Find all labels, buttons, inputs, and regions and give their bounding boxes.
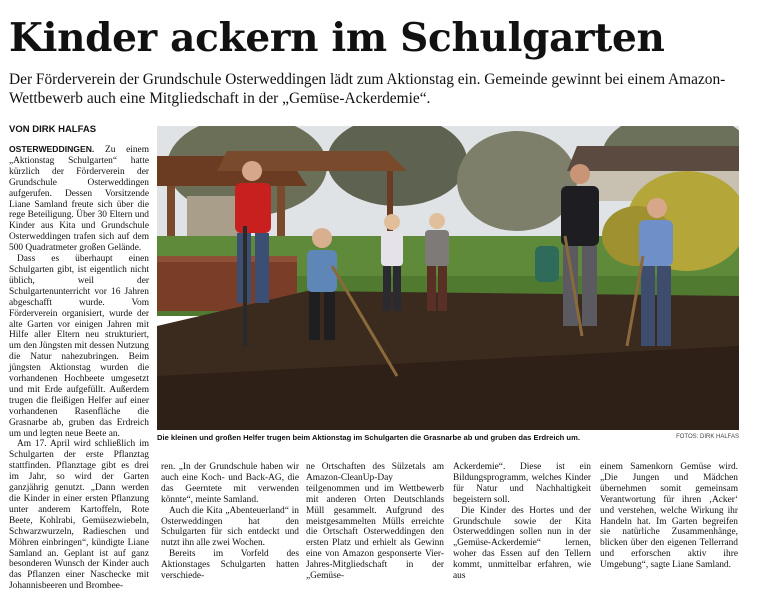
garden-photo-illustration (157, 126, 739, 430)
paragraph: Dass es überhaupt einen Schulgarten gibt, ist eigentlich nicht üblich, weil der Schulgartenunterricht vor 16 Jahren abgeschafft wurde. Vom Förderverein organisiert, wurde der alte Garten vor einigen Jahren mit Hilfe aller Eltern neu strukturiert, um den Jüngsten mit dessen Nutzung die Natur nahezubringen. Beim jüngsten Aktionstag wurden die vorhandenen Hochbeete umgesetzt und mit Erde aufgefüllt. Außerdem trugen die fleißigen Helfer auf einer vorhandenen Rasenfläche die Grasnarbe ab, gruben das Erdreich um und legten neue Beete an. (9, 254, 149, 439)
article-photo (157, 126, 739, 430)
dateline: OSTERWEDDINGEN. (9, 144, 95, 154)
photo-caption: Die kleinen und großen Helfer trugen beim Aktionstag im Schulgarten die Grasnarbe ab und gruben das Erdreich um. (157, 433, 580, 442)
paragraph: ne Ortschaften des Sülzetals am Amazon-CleanUp-Day teilgenommen und im Wettbewerb mit anderen Orten Deutschlands Müll gesammelt. Aufgrund des meistgesammelten Mülls erreichte die Ortschaft Osterweddingen den ersten Platz und erhielt als Gewinn eine von Amazon gesponserte Vier-Jahres-Mitgliedschaft in der „Gemüse- (306, 462, 444, 582)
column-3 (306, 462, 444, 582)
paragraph: Die Kinder des Hortes und der Grundschule sowie der Kita Osterweddingen sollen nun in der „Gemüse-Ackerdemie“ lernen, woher das Essen auf den Tellern kommt, unmittelbar erfahren, wie aus (453, 505, 591, 582)
paragraph: Bereits im Vorfeld des Aktionstages Schulgarten hatten verschiede- (161, 549, 299, 582)
paragraph: Ackerdemie“. Diese ist ein Bildungsprogramm, welches Kinder für Natur und Nachhaltigkeit begeistern soll. (453, 462, 591, 505)
column-4 (453, 462, 591, 582)
column-1 (9, 144, 149, 592)
paragraph: ren. „In der Grundschule haben wir auch eine Koch- und Back-AG, die das Geerntete mit verwenden könnte“, meinte Samland. (161, 462, 299, 505)
paragraph: Auch die Kita „Abenteuerland“ in Osterweddingen hat den Schulgarten für sich entdeckt und nutzt ihn alle zwei Wochen. (161, 505, 299, 549)
headline: Kinder ackern im Schulgarten (9, 15, 665, 61)
column-2 (161, 462, 299, 582)
paragraph: einem Samenkorn Gemüse wird. „Die Jungen und Mädchen übernehmen somit gemeinsam Verantwortung für ihren ‚Acker‘ und verstehen, welche Wirkung ihr Handeln hat. Im Garten begreifen sie natürliche Zusammenhänge, blicken über den eigenen Tellerrand und erforschen aktiv ihre Umgebung“, sagte Liane Samland. (600, 462, 738, 571)
byline: VON DIRK HALFAS (9, 124, 97, 135)
teaser: Der Förderverein der Grundschule Osterweddingen lädt zum Aktionstag ein. Gemeinde gewinnt bei einem Amazon-Wettbewerb auch eine Mitgliedschaft in der „Gemüse-Ackerdemie“. (9, 71, 726, 107)
paragraph (9, 144, 149, 254)
photo-credit: FOTOS: DIRK HALFAS (676, 434, 739, 440)
column-5 (600, 462, 738, 571)
paragraph: Am 17. April wird schließlich im Schulgarten der erste Pflanztag stattfinden. Pflanztage gibt es drei im Jahr, so wird der Garten ganzjährig genutzt. „Dann werden die Kinder in einer ersten Pflanzung unter anderem Kartoffeln, Rote Beete, Kohlrabi, Gemüsezwiebeln, Schwarzwurzeln, Radieschen und Möhren einbringen“, kündigte Liane Samland an. Geplant ist auf ganz besonderen Wunsch der Kinder auch das Pflanzen einer Naschecke mit Johannisbeeren und Brombee- (9, 439, 149, 592)
paragraph-text: Zu einem „Aktionstag Schulgarten“ hatte kürzlich der Förderverein der Grundschule Osterweddingen aufgerufen. Dessen Vorsitzende Liane Samland freute sich über die rege Beteiligung. Über 30 Eltern und Kinder aus Kita und Grundschule Osterweddingen trafen sich auf dem 500 Quadratmeter großen Gelände. (9, 145, 150, 254)
